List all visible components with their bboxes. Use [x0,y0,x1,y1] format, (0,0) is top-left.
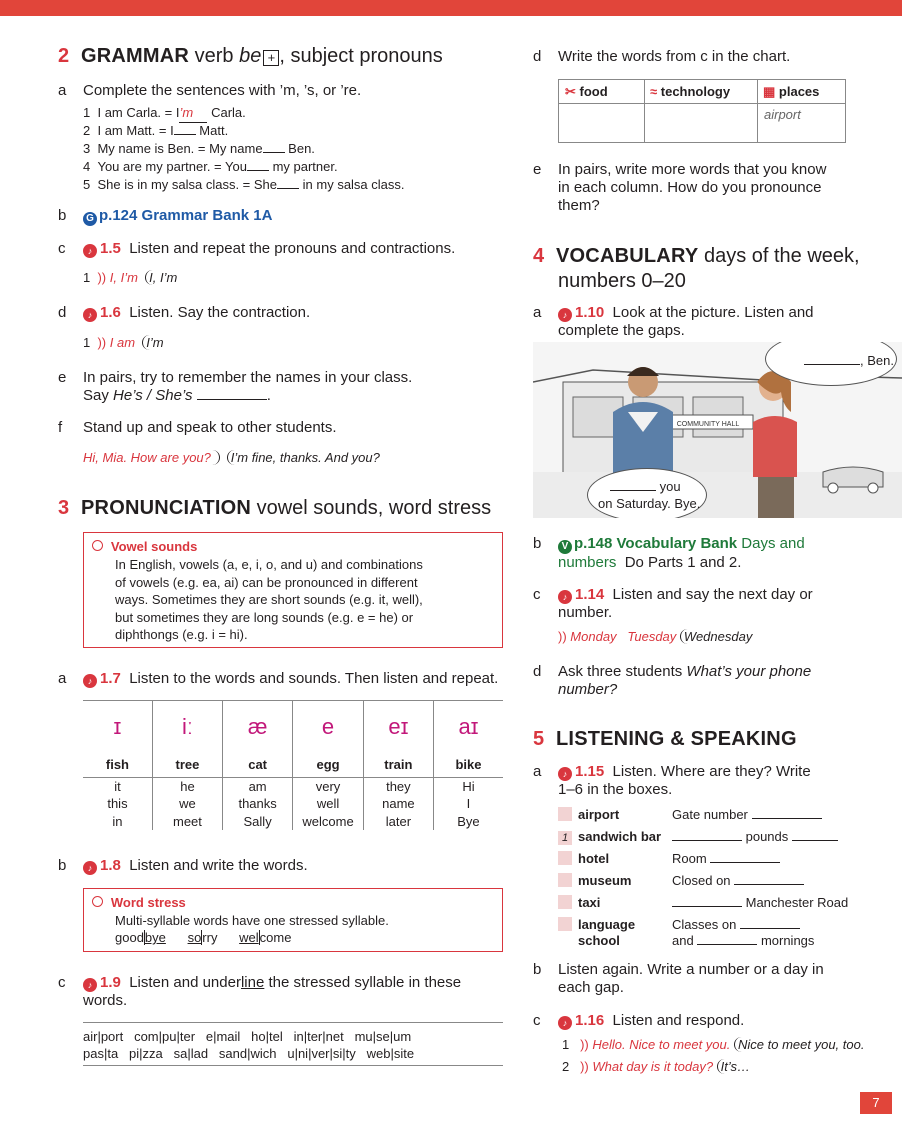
audio-waves-icon: )) [97,270,107,285]
top-color-bar [0,0,902,16]
grammar-bank-icon: G [83,212,97,226]
audio-icon[interactable]: ♪ [558,1016,572,1030]
magnifier-icon [92,540,103,551]
audio-icon[interactable]: ♪ [558,767,572,781]
word-chart: ✂ food ≈ technology ▦ places airport [558,79,846,143]
exercise-5c: c ♪ 1.16 Listen and respond. [533,1012,745,1029]
audio-icon[interactable]: ♪ [83,978,97,992]
audio-icon[interactable]: ♪ [83,674,97,688]
stress-words-list: air|port com|pu|ter e|mail ho|tel in|ter|net mu|se|um pas|ta pi|zza sa|lad sand|wich u|ni|ver|si|ty web|site [83,1022,503,1066]
exercise-2e-right: e In pairs, write more words that you know in each column. How do you pronounce them? [533,161,827,214]
word-stress-box: Word stress Multi-syllable words have one stressed syllable. goodbye sorry welcome [83,888,503,952]
fork-knife-icon: ✂ [565,84,576,99]
community-hall-sign: COMMUNITY HALL [676,421,740,428]
number-box[interactable]: 1 [558,831,572,845]
pronunciation-heading: 3 PRONUNCIATION vowel sounds, word stress [58,497,492,519]
response-1: 1 )) Hello. Nice to meet you. Nice to meet you, too. [562,1037,865,1052]
exercise-2c: c ♪ 1.5 Listen and repeat the pronouns and contractions. [58,240,456,257]
listening-heading: 5 LISTENING & SPEAKING [533,728,797,750]
audio-icon[interactable]: ♪ [558,308,572,322]
exercise-4b: b V p.148 Vocabulary Bank Days and numbers Do Parts 1 and 2. [533,535,805,571]
example-word: airport [764,107,801,122]
exercise-2d-right: d Write the words from c in the chart. [533,48,791,65]
example-4c: )) Monday Tuesday Wednesday [558,629,753,644]
exercise-5b: b Listen again. Write a number or a day in each gap. [533,961,824,996]
list-item: airport Gate number [558,807,572,824]
exercise-5a: a ♪ 1.15 Listen. Where are they? Write 1–6 in the boxes. [533,763,811,798]
vocab-bank-icon: V [558,540,572,554]
building-icon: ▦ [763,84,776,99]
number-box[interactable] [558,917,572,931]
vocabulary-heading: 4 VOCABULARY days of the week, numbers 0–20 [533,245,860,292]
page-number: 7 [860,1092,892,1114]
exercise-3c: c ♪ 1.9 Listen and underline the stressed syllable in these words. [58,974,462,1009]
exercise-4a: a ♪ 1.10 Look at the picture. Listen and complete the gaps. [533,304,814,339]
exercise-4c: c ♪ 1.14 Listen and say the next day or number. [533,586,813,621]
answer-blank[interactable] [277,176,299,189]
exercise-3b: b ♪ 1.8 Listen and write the words. [58,857,308,874]
number-box[interactable] [558,895,572,909]
section-title: GRAMMAR [81,45,190,67]
answer-blank[interactable] [174,122,196,135]
train-picture: eɪ [388,714,409,739]
gap-1[interactable] [804,353,860,365]
number-box[interactable] [558,807,572,821]
speech-bubble-2: you on Saturday. Bye. [587,468,707,518]
egg-picture: e [321,714,335,739]
community-hall-picture [533,342,902,518]
audio-icon[interactable]: ♪ [83,308,97,322]
list-item: taxi Manchester Road [558,895,572,912]
list-item: museum Closed on [558,873,572,890]
example-2c: 1 )) I, I’m I, I’m [83,270,178,285]
number-box[interactable] [558,851,572,865]
vocab-bank-link[interactable]: p.148 Vocabulary Bank [574,535,738,552]
exercise-4d: d Ask three students What’s your phone number? [533,663,812,698]
sentence-list: 1 I am Carla. = I’m Carla. 2 I am Matt. = I Matt. 3 My name is Ben. = My name Ben. 4 You are my partner. = You my partner. 5 She is in my salsa class. = She in my salsa class. [83,105,405,192]
response-2: 2 )) What day is it today? It’s… [562,1059,751,1074]
number-box[interactable] [558,873,572,887]
exercise-2e: e In pairs, try to remember the names in your class. Say He’s / She’s . [58,369,413,404]
audio-icon[interactable]: ♪ [83,244,97,258]
exercise-3a: a ♪ 1.7 Listen to the words and sounds. Then listen and repeat. [58,670,499,687]
fish-picture: ɪ [113,714,122,739]
plus-icon: + [263,50,279,66]
exercise-2f: f Stand up and speak to other students. [58,419,337,436]
magnifier-icon [92,896,103,907]
wifi-icon: ≈ [650,84,658,99]
speech-bubble-1: , Ben. [765,342,897,386]
answer-blank[interactable] [263,140,285,153]
section-number: 2 [58,45,70,67]
bike-picture: aɪ [458,714,479,739]
section-subtitle: verb [194,45,234,67]
exercise-2d: d ♪ 1.6 Listen. Say the contraction. [58,304,311,321]
answer-blank[interactable]: ’m [179,104,207,123]
vowel-sounds-box: Vowel sounds In English, vowels (a, e, i, o, and u) and combinations of vowels (e.g. ea, ai) can be pronounced in different ways. Sometimes they are short sounds (e.g. it, well), but sometimes they are long sounds (e.g. e = he) or diphthongs (e.g. i = hi). [83,532,503,648]
list-item: language school Classes on and mornings [558,917,572,934]
list-item: 1 sandwich bar pounds [558,829,572,845]
audio-icon[interactable]: ♪ [558,590,572,604]
example-2d: 1 )) I am I’m [83,335,164,350]
sound-chart: ɪ iː æ e eɪ aɪ fish tree cat egg train bike it he am very they Hi this we thanks well name I in meet Sally welcome later Bye [83,700,503,830]
grammar-bank-link[interactable]: p.124 Grammar Bank 1A [99,207,273,224]
gap-2[interactable] [610,479,656,491]
list-item: hotel Room [558,851,572,868]
exercise-2b: b G p.124 Grammar Bank 1A [58,207,273,224]
exercise-2a: a Complete the sentences with ’m, ’s, or ’re. [58,82,362,99]
example-2f: Hi, Mia. How are you? I’m fine, thanks. And you? [83,450,380,465]
grammar-heading: 2 GRAMMAR verb be + , subject pronouns [58,45,443,67]
tree-picture: iː [181,714,193,739]
answer-blank[interactable] [247,158,269,171]
audio-icon[interactable]: ♪ [83,861,97,875]
cat-picture: æ [247,714,268,739]
